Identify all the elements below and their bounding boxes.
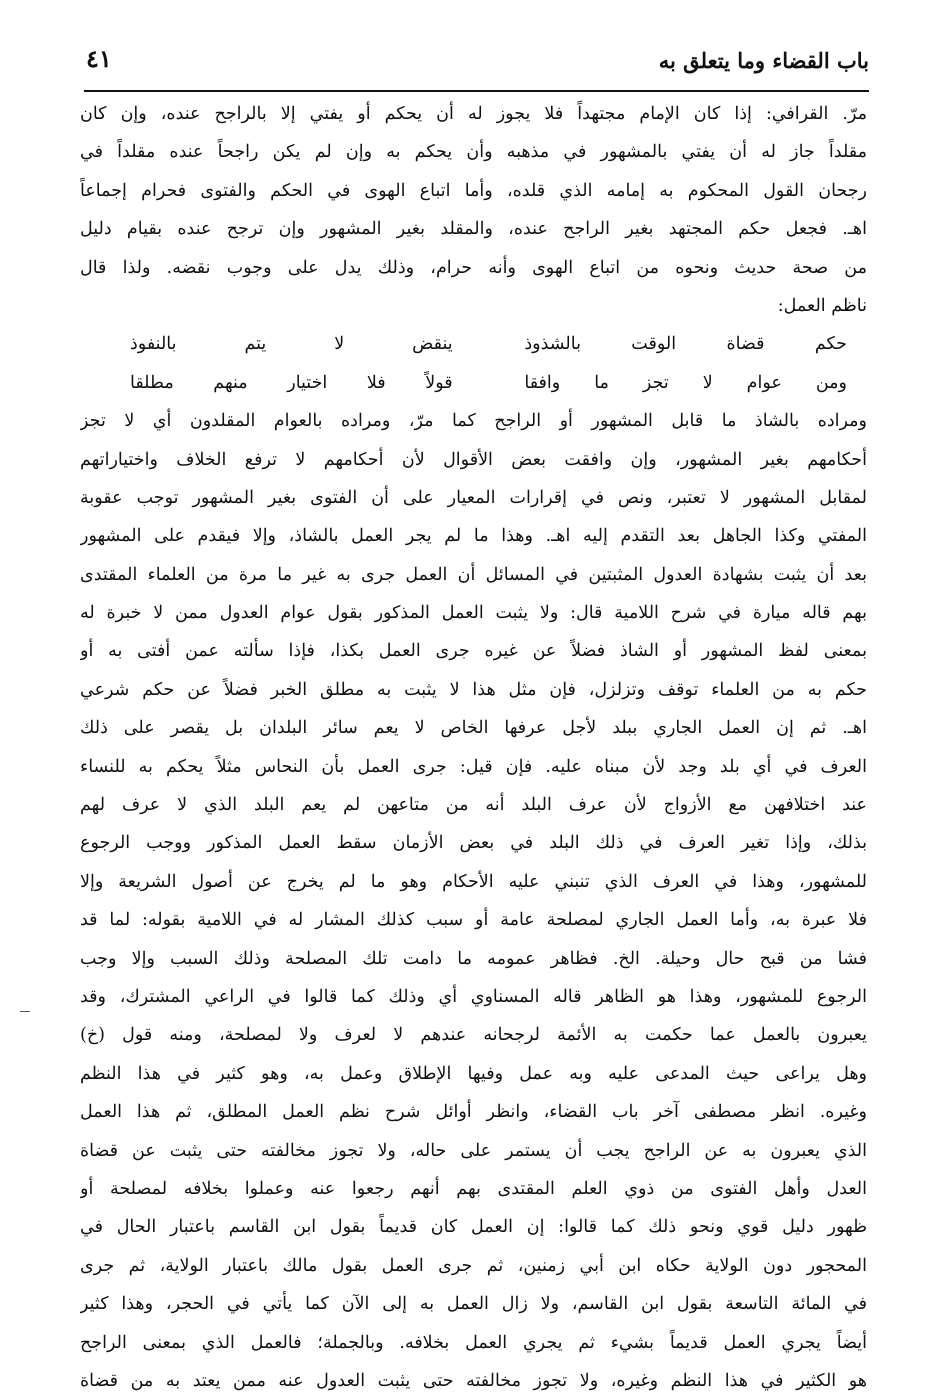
verse-second-hemistich: ينقض لا يتم بالنفوذ <box>130 334 453 355</box>
text-line: وغيره. انظر مصطفى آخر باب القضاء، وانظر أوائل شرح نظم العمل المطلق، ثم هذا العمل <box>80 1102 867 1123</box>
text-line: ظهور دليل قوي ونحو ذلك كما قالوا: إن العمل كان قديماً بقول ابن القاسم باعتبار الحال في <box>80 1217 867 1238</box>
text-line: هو الكثير في هذا النظم وغيره، ولا تجوز مخالفته حتى يثبت العدول عنه ممن يعتد به من قضاة <box>80 1370 867 1391</box>
text-line: فلا عبرة به، وأما العمل الجاري لمصلحة عامة أو سبب كذلك المشار له في اللامية بقوله: لما قد <box>80 910 867 931</box>
text-line: بعد أن يثبت بشهادة العدول المثبتين في المسائل أن العمل جرى به غير ما مرة من العلماء المقتدى <box>80 564 867 585</box>
text-line: للمشهور، وهذا في العرف الذي تنبني عليه الأحكام وهو ما لم يخرج عن أصول الشريعة وإلا <box>80 871 867 892</box>
text-line: بمعنى لفظ المشهور أو الشاذ فضلاً عن غيره جرى العمل بكذا، فإذا سألته عمن أفتى به أو <box>80 641 867 662</box>
text-line: الذي يعبرون به عن الراجح يجب أن يستمر على حاله، ولا تجوز مخالفته حتى يثبت عن قضاة <box>80 1140 867 1161</box>
text-line: أحكامهم بغير المشهور، وإن وافقت بعض الأقوال لأن أحكامهم لا ترفع الخلاف واختياراتهم <box>80 449 867 470</box>
text-line: رجحان القول المحكوم به إمامه الذي قلده، وأما اتباع الهوى في الحكم والفتوى فحرام إجماعاً <box>80 180 867 201</box>
text-line: فشا من قبح حال وحيلة. الخ. فظاهر عمومه ما دامت تلك المصلحة وذلك السبب وإلا وجب <box>80 948 867 969</box>
text-line: الرجوع للمشهور، وهذا هو الظاهر قاله المسناوي أي وذلك كما قالوا في الراعي المشترك، وقد <box>80 986 867 1007</box>
text-line: حكم به من العلماء توقف وتزلزل، فإن مثل هذا لا يثبت به مطلق الخبر فضلاً عن حكم شرعي <box>80 679 867 700</box>
text-line: اهـ. فجعل حكم المجتهد بغير الراجح عنده، والمقلد بغير المشهور وإن ترجح عنده بقيام دليل <box>80 219 867 240</box>
text-line: في المائة التاسعة بقول ابن القاسم، ولا زال العمل به إلى الآن كما يأتي في الحجر، وهذا كثير <box>80 1294 867 1315</box>
page-body <box>80 95 867 1400</box>
verse-line <box>80 325 867 363</box>
verse-first-hemistich: حكم قضاة الوقت بالشذوذ <box>524 334 847 355</box>
verse-line <box>80 364 867 402</box>
text-line: المفتي وكذا الجاهل بعد التقدم إليه اهـ. وهذا ما لم يجر العمل بالشاذ، وإلا فيقدم على المشهور <box>80 526 867 547</box>
text-line: اهـ. ثم إن العمل الجاري ببلد لأجل عرفها الخاص لا يعم سائر البلدان بل يقصر على ذلك <box>80 718 867 739</box>
text-line: العدل وأهل الفتوى من ذوي العلم المقتدى بهم أنهم رجعوا عنه وعملوا بخلافه لمصلحة أو <box>80 1178 867 1199</box>
text-line: ناظم العمل: <box>777 295 867 316</box>
page-header <box>86 40 869 84</box>
text-line: مقلداً جاز له أن يفتي بالمشهور في مذهبه وأن يحكم به وإن لم يكن راجحاً عنده مقلداً في <box>80 142 867 163</box>
page-number: ٤١ <box>86 44 112 73</box>
text-line: أيضاً يجري العمل قديماً بشيء ثم يجري العمل بخلافه. وبالجملة؛ فالعمل الذي بمعنى الراجح <box>80 1332 867 1353</box>
text-line: بذلك، وإذا تغير العرف في ذلك البلد في بعض الأزمان سقط العمل المذكور ووجب الرجوع <box>80 833 867 854</box>
header-divider <box>84 90 869 92</box>
text-line: العرف في أي بلد وجد لأن مبناه عليه. فإن قيل: جرى العمل بأن النحاس مثلاً يحكم به للنساء <box>80 756 867 777</box>
text-line: من صحة حديث ونحوه من اتباع الهوى وأنه حرام، وذلك يدل على وجوب نقضه. ولذا قال <box>80 257 867 278</box>
verse-first-hemistich: ومن عوام لا تجز ما وافقا <box>524 372 847 393</box>
text-line: بهم قاله ميارة في شرح اللامية قال: ولا يثبت العمل المذكور بقول عوام العدول ممن لا خبرة له <box>80 603 867 624</box>
margin-mark <box>20 1011 30 1012</box>
text-line: يعبرون بالعمل عما حكمت به الأئمة لرجحانه عندهم لا لعرف ولا لمصلحة، ومنه قول (خ) <box>80 1025 867 1046</box>
text-line: عند اختلافهن مع الأزواج لأن عرف البلد أنه من متاعهن لم يعم البلد الذي لا عرف لهم <box>80 795 867 816</box>
text-line: المحجور دون الولاية حكاه ابن أبي زمنين، ثم جرى العمل بقول مالك باعتبار الولاية، ثم جرى <box>80 1255 867 1276</box>
text-line: لمقابل المشهور لا تعتبر، ونص في إقرارات المعيار على أن الفتوى بغير المشهور توجب عقوبة <box>80 487 867 508</box>
running-title: باب القضاء وما يتعلق به <box>658 48 869 73</box>
text-line: مرّ. القرافي: إذا كان الإمام مجتهداً فلا يجوز له أن يحكم أو يفتي إلا بالراجح عنده، وإن كان <box>80 104 867 124</box>
verse-second-hemistich: قولاً فلا اختيار منهم مطلقا <box>130 372 453 393</box>
text-line: وهل يراعى حيث المدعى عليه وبه عمل وفيها الإطلاق وعمل به، وهو كثير في هذا النظم <box>80 1063 867 1084</box>
text-line: ومراده بالشاذ ما قابل المشهور أو الراجح كما مرّ، ومراده بالعوام المقلدون أي لا تجز <box>80 411 867 432</box>
